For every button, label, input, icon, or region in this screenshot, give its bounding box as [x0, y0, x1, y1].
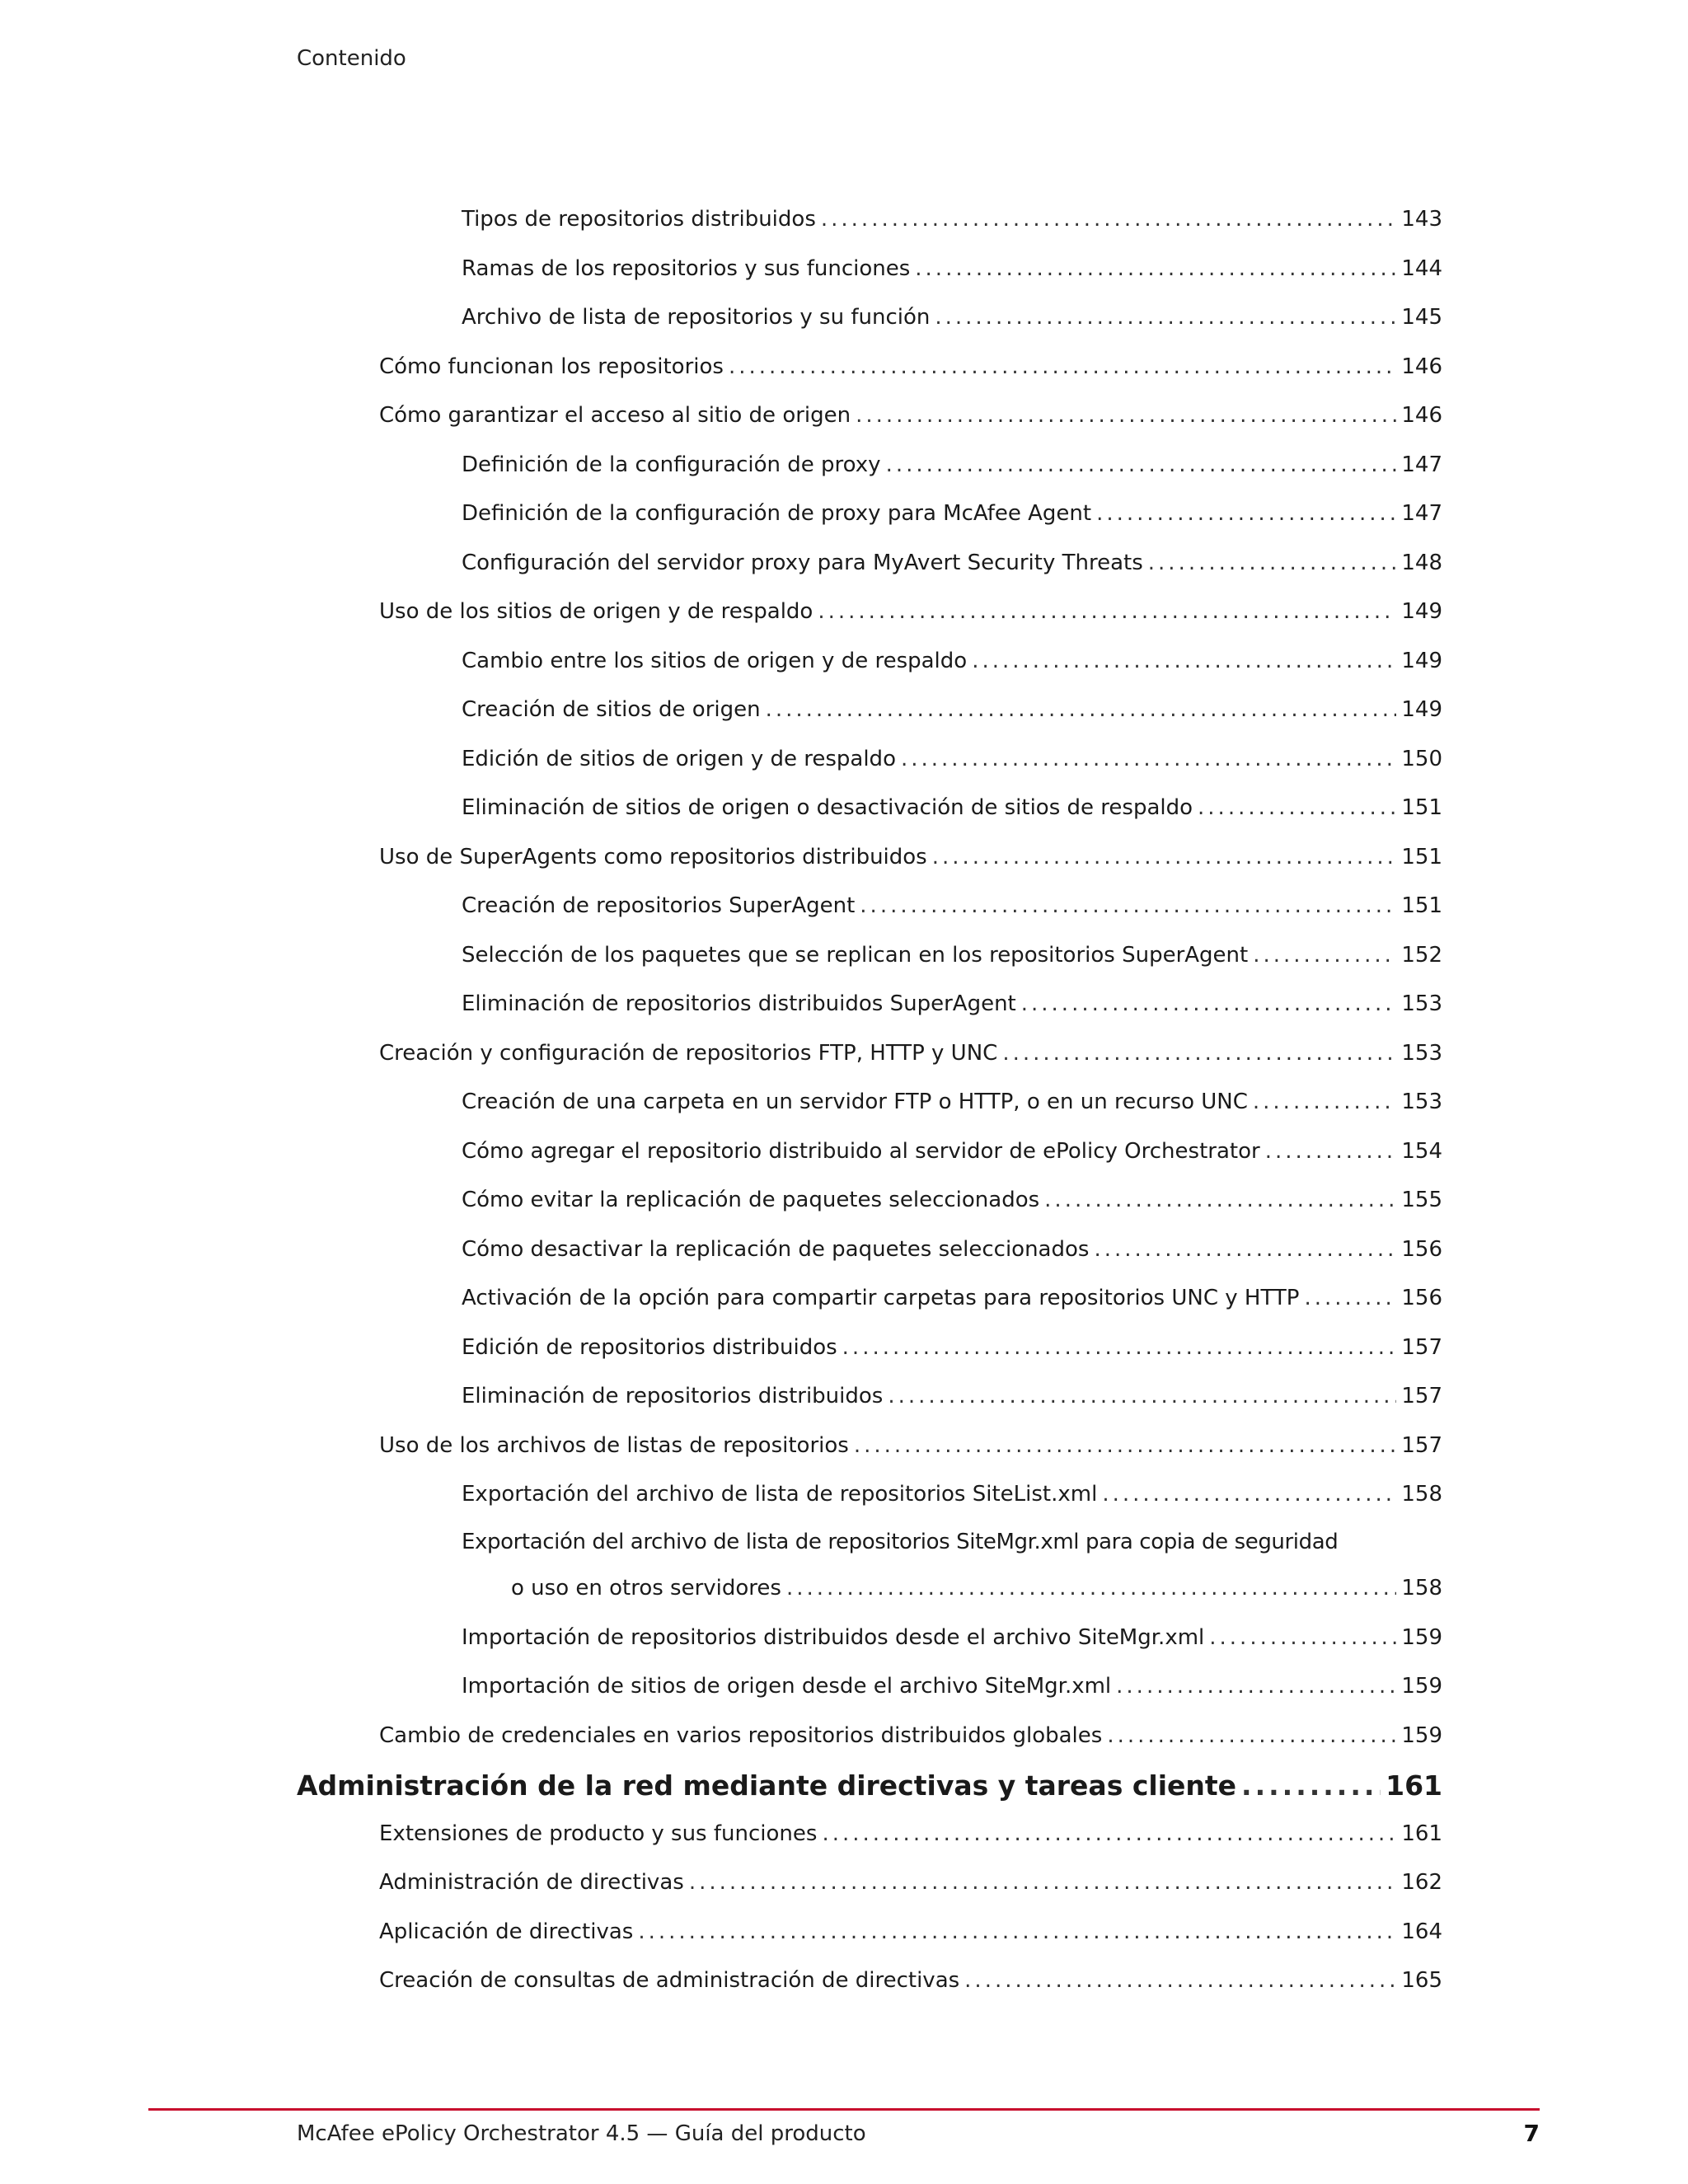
toc-entry-title: Ramas de los repositorios y sus funciones	[462, 256, 911, 281]
toc-page-number: 155	[1401, 1188, 1442, 1212]
toc-entry-title: Cómo desactivar la replicación de paquetes seleccionados	[462, 1237, 1090, 1262]
toc-page-number: 161	[1401, 1821, 1442, 1846]
toc-entry[interactable]	[462, 548, 1442, 578]
toc-page-number: 161	[1386, 1769, 1442, 1802]
toc-entry[interactable]	[379, 1431, 1442, 1460]
toc-entry-title: Cómo garantizar el acceso al sitio de origen	[379, 403, 851, 428]
toc-page-number: 158	[1401, 1576, 1442, 1601]
footer-page-number: 7	[1523, 2120, 1540, 2147]
toc-page-number: 164	[1401, 1919, 1442, 1944]
toc-leader-dots	[822, 1819, 1396, 1849]
toc-entry-title: Selección de los paquetes que se replican en los repositorios SuperAgent	[462, 943, 1249, 968]
toc-entry-title: Cómo agregar el repositorio distribuido al servidor de ePolicy Orchestrator	[462, 1139, 1260, 1164]
toc-entry-title: Uso de los sitios de origen y de respaldo	[379, 599, 814, 624]
toc-leader-dots	[972, 646, 1396, 676]
toc-entry[interactable]	[462, 1087, 1442, 1117]
toc-leader-dots	[729, 352, 1396, 382]
toc-entry-title: Aplicación de directivas	[379, 1919, 634, 1944]
toc-leader-dots	[901, 744, 1396, 774]
toc-page-number: 153	[1401, 991, 1442, 1016]
toc-entry[interactable]	[462, 1671, 1442, 1701]
toc-entry-title: Eliminación de repositorios distribuidos SuperAgent	[462, 991, 1016, 1016]
toc-page-number: 159	[1401, 1625, 1442, 1650]
toc-page-number: 153	[1401, 1041, 1442, 1066]
toc-leader-dots	[1253, 940, 1396, 970]
toc-leader-dots	[1102, 1479, 1396, 1509]
toc-entry[interactable]	[462, 1623, 1442, 1652]
toc-entry[interactable]	[379, 1819, 1442, 1849]
toc-page-number: 147	[1401, 501, 1442, 526]
toc-entry[interactable]	[462, 499, 1442, 528]
toc-entry-title: Cómo evitar la replicación de paquetes seleccionados	[462, 1188, 1040, 1212]
toc-entry-title: Creación de una carpeta en un servidor FTP o HTTP, o en un recurso UNC	[462, 1090, 1248, 1114]
toc-leader-dots	[860, 891, 1396, 921]
toc-page-number: 145	[1401, 305, 1442, 330]
toc-leader-dots	[766, 695, 1397, 724]
toc-page-number: 147	[1401, 452, 1442, 477]
toc-leader-dots	[1253, 1087, 1396, 1117]
toc-entry-title: Uso de los archivos de listas de repositorios	[379, 1433, 849, 1458]
toc-leader-dots	[932, 842, 1397, 872]
toc-entry[interactable]	[462, 940, 1442, 970]
toc-leader-dots	[1044, 1185, 1396, 1215]
toc-page-number: 162	[1401, 1870, 1442, 1895]
toc-entry[interactable]	[462, 646, 1442, 676]
toc-leader-dots	[886, 450, 1397, 480]
toc-entry[interactable]	[379, 1966, 1442, 1995]
toc-leader-dots	[1304, 1283, 1396, 1313]
toc-chapter-entry[interactable]	[297, 1768, 1442, 1804]
toc-leader-dots	[854, 1431, 1397, 1460]
toc-entry-title: Cambio de credenciales en varios repositorios distribuidos globales	[379, 1723, 1103, 1748]
toc-leader-dots	[786, 1573, 1396, 1603]
toc-page-number: 159	[1401, 1723, 1442, 1748]
toc-page-number: 149	[1401, 697, 1442, 722]
toc-entry[interactable]	[462, 1333, 1442, 1362]
toc-page-number: 165	[1401, 1968, 1442, 1993]
toc-entry-title: Creación de sitios de origen	[462, 697, 761, 722]
toc-entry-title: o uso en otros servidores	[511, 1576, 781, 1601]
toc-page-number: 151	[1401, 893, 1442, 918]
toc-entry-title: Uso de SuperAgents como repositorios distribuidos	[379, 845, 927, 869]
toc-entry-title: Administración de directivas	[379, 1870, 684, 1895]
footer-divider	[148, 2108, 1540, 2111]
toc-page-number: 157	[1401, 1335, 1442, 1360]
toc-entry-title: Creación de repositorios SuperAgent	[462, 893, 856, 918]
toc-entry-title: Tipos de repositorios distribuidos	[462, 207, 816, 232]
toc-leader-dots	[964, 1966, 1396, 1995]
toc-entry[interactable]	[511, 1573, 1442, 1603]
toc-entry-title: Eliminación de repositorios distribuidos	[462, 1384, 884, 1408]
toc-leader-dots	[1096, 499, 1396, 528]
toc-page-number: 146	[1401, 354, 1442, 379]
toc-entry[interactable]	[462, 1185, 1442, 1215]
toc-entry-title: Administración de la red mediante directivas y tareas cliente	[297, 1769, 1237, 1802]
toc-leader-dots	[1107, 1721, 1396, 1750]
toc-page-number: 154	[1401, 1139, 1442, 1164]
toc-entry[interactable]	[462, 450, 1442, 480]
toc-page-number: 143	[1401, 207, 1442, 232]
toc-entry[interactable]	[462, 989, 1442, 1019]
toc-entry[interactable]	[379, 597, 1442, 626]
toc-page-number: 159	[1401, 1674, 1442, 1699]
toc-entry-title: Activación de la opción para compartir carpetas para repositorios UNC y HTTP	[462, 1286, 1300, 1310]
toc-page-number: 148	[1401, 551, 1442, 575]
toc-leader-dots	[1116, 1671, 1396, 1701]
toc-entry[interactable]	[462, 744, 1442, 774]
toc-leader-dots	[821, 204, 1396, 234]
page-header: Contenido	[297, 46, 406, 71]
toc-entry-title: Edición de repositorios distribuidos	[462, 1335, 837, 1360]
toc-entry[interactable]	[462, 1381, 1442, 1411]
toc-entry[interactable]	[462, 1283, 1442, 1313]
toc-leader-dots	[935, 302, 1396, 332]
toc-leader-dots	[1002, 1038, 1396, 1068]
toc-page-number: 157	[1401, 1384, 1442, 1408]
toc-page-number: 149	[1401, 649, 1442, 673]
toc-entry-title: Configuración del servidor proxy para MyAvert Security Threats	[462, 551, 1143, 575]
toc-page-number: 144	[1401, 256, 1442, 281]
toc-entry[interactable]	[379, 1917, 1442, 1947]
toc-page-number: 157	[1401, 1433, 1442, 1458]
toc-leader-dots	[1021, 989, 1397, 1019]
toc-leader-dots	[1198, 793, 1396, 823]
toc-leader-dots	[818, 597, 1396, 626]
toc-entry[interactable]	[379, 842, 1442, 872]
toc-page-number: 156	[1401, 1237, 1442, 1262]
toc-page-number: 156	[1401, 1286, 1442, 1310]
toc-entry-title: Creación y configuración de repositorios FTP, HTTP y UNC	[379, 1041, 998, 1066]
toc-entry-text[interactable]: Exportación del archivo de lista de repositorios SiteMgr.xml para copia de seguridad	[462, 1530, 1339, 1554]
toc-entry[interactable]	[462, 302, 1442, 332]
toc-entry-title: Edición de sitios de origen y de respaldo	[462, 747, 896, 771]
toc-entry-title: Extensiones de producto y sus funciones	[379, 1821, 818, 1846]
toc-entry-title: Creación de consultas de administración de directivas	[379, 1968, 960, 1993]
toc-leader-dots	[1241, 1768, 1381, 1804]
toc-entry[interactable]	[462, 793, 1442, 823]
toc-page-number: 151	[1401, 795, 1442, 820]
toc-entry[interactable]	[379, 352, 1442, 382]
toc-page-number: 150	[1401, 747, 1442, 771]
toc-page-number: 146	[1401, 403, 1442, 428]
toc-leader-dots	[638, 1917, 1396, 1947]
toc-entry-title: Definición de la configuración de proxy	[462, 452, 881, 477]
toc-entry[interactable]	[462, 1479, 1442, 1509]
toc-leader-dots	[856, 401, 1396, 430]
toc-entry-title: Definición de la configuración de proxy para McAfee Agent	[462, 501, 1092, 526]
toc-entry[interactable]	[462, 204, 1442, 234]
toc-entry[interactable]	[462, 1235, 1442, 1264]
toc-entry[interactable]	[379, 1868, 1442, 1897]
toc-leader-dots	[888, 1381, 1396, 1411]
toc-page-number: 158	[1401, 1482, 1442, 1507]
toc-leader-dots	[1094, 1235, 1396, 1264]
toc-entry-title: Cambio entre los sitios de origen y de respaldo	[462, 649, 968, 673]
toc-leader-dots	[915, 254, 1396, 284]
toc-entry[interactable]	[462, 1137, 1442, 1166]
toc-entry-title: Cómo funcionan los repositorios	[379, 354, 724, 379]
toc-entry[interactable]	[462, 254, 1442, 284]
toc-page-number: 151	[1401, 845, 1442, 869]
toc-entry-title: Archivo de lista de repositorios y su función	[462, 305, 931, 330]
toc-page-number: 153	[1401, 1090, 1442, 1114]
toc-leader-dots	[1209, 1623, 1396, 1652]
toc-entry-title: Exportación del archivo de lista de repositorios SiteList.xml	[462, 1482, 1098, 1507]
toc-entry-title: Importación de sitios de origen desde el archivo SiteMgr.xml	[462, 1674, 1112, 1699]
toc-leader-dots	[842, 1333, 1397, 1362]
toc-entry[interactable]	[379, 401, 1442, 430]
toc-entry-title: Eliminación de sitios de origen o desactivación de sitios de respaldo	[462, 795, 1193, 820]
toc-entry[interactable]	[462, 891, 1442, 921]
toc-page-number: 149	[1401, 599, 1442, 624]
toc-entry-title: Importación de repositorios distribuidos desde el archivo SiteMgr.xml	[462, 1625, 1205, 1650]
footer-product-title: McAfee ePolicy Orchestrator 4.5 — Guía del producto	[297, 2121, 866, 2146]
toc-leader-dots	[689, 1868, 1397, 1897]
toc-entry[interactable]	[462, 695, 1442, 724]
toc-entry[interactable]	[379, 1721, 1442, 1750]
toc-page-number: 152	[1401, 943, 1442, 968]
toc-leader-dots	[1148, 548, 1397, 578]
toc-entry[interactable]	[379, 1038, 1442, 1068]
toc-leader-dots	[1265, 1137, 1397, 1166]
